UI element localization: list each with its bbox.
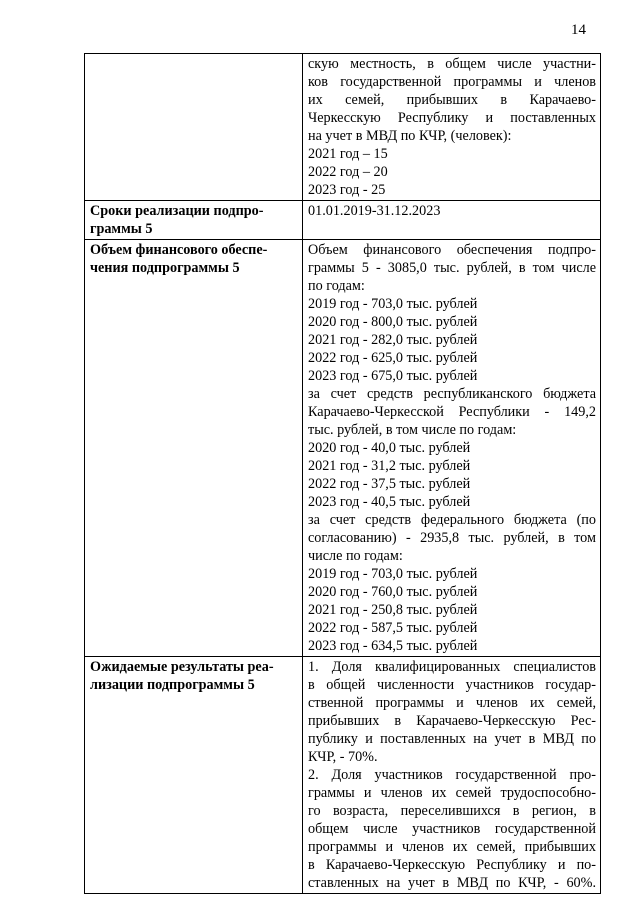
value-line: ственной программы и членов их семей, xyxy=(308,695,596,711)
value-line: 2019 год - 703,0 тыс. рублей xyxy=(308,566,478,582)
page-number: 14 xyxy=(571,22,586,38)
value-line: 2021 год - 250,8 тыс. рублей xyxy=(308,602,478,618)
value-line: общем числе участников государственной xyxy=(308,821,596,837)
label-line: Сроки реализации подпро- xyxy=(90,203,264,219)
implementation-period-row xyxy=(85,201,601,240)
value-line: в Карачаево-Черкесскую Республику и по- xyxy=(308,857,596,873)
value-line: КЧР, - 70%. xyxy=(308,749,378,765)
row-value-cell xyxy=(303,240,601,657)
row-label-cell xyxy=(85,201,303,240)
row-value-cell xyxy=(303,201,601,240)
value-line: Объем финансового обеспечения подпро- xyxy=(308,242,596,258)
value-line: 2023 год - 675,0 тыс. рублей xyxy=(308,368,478,384)
value-line: 2. Доля участников государственной про- xyxy=(308,767,596,783)
value-line: 2022 год – 20 xyxy=(308,164,388,180)
value-line: граммы и членов их семей трудоспособно- xyxy=(308,785,596,801)
label-line: граммы 5 xyxy=(90,221,153,237)
value-line: прибывших в Карачаево-Черкесскую Рес- xyxy=(308,713,596,729)
value-line: 2020 год - 800,0 тыс. рублей xyxy=(308,314,478,330)
row-label-cell xyxy=(85,240,303,657)
value-line: граммы 5 - 3085,0 тыс. рублей, в том числе xyxy=(308,260,596,276)
value-line: 2020 год - 40,0 тыс. рублей xyxy=(308,440,471,456)
label-line: чения подпрограммы 5 xyxy=(90,260,240,276)
label-line: Ожидаемые результаты реа- xyxy=(90,659,274,675)
value-line: их семей, прибывших в Карачаево- xyxy=(308,92,596,108)
value-line: 2023 год - 25 xyxy=(308,182,386,198)
value-line: 2021 год – 15 xyxy=(308,146,388,162)
value-line: 2019 год - 703,0 тыс. рублей xyxy=(308,296,478,312)
value-line: согласованию) - 2935,8 тыс. рублей, в том xyxy=(308,530,596,546)
value-line: 2022 год - 587,5 тыс. рублей xyxy=(308,620,478,636)
value-line: 2023 год - 634,5 тыс. рублей xyxy=(308,638,478,654)
subprogram-passport-table xyxy=(84,53,601,894)
value-line: скую местность, в общем числе участни- xyxy=(308,56,596,72)
label-line: Объем финансового обеспе- xyxy=(90,242,268,258)
value-line: Черкесскую Республику и поставленных xyxy=(308,110,596,126)
value-line: числе по годам: xyxy=(308,548,403,564)
row-label-cell xyxy=(85,657,303,894)
value-line: 1. Доля квалифицированных специалистов xyxy=(308,659,596,675)
value-line: 01.01.2019-31.12.2023 xyxy=(308,203,441,219)
expected-results-row xyxy=(85,657,601,894)
value-line: программы и членов их семей, прибывших xyxy=(308,839,596,855)
value-line: 2022 год - 37,5 тыс. рублей xyxy=(308,476,471,492)
row-label-cell xyxy=(85,54,303,201)
value-line: 2021 год - 282,0 тыс. рублей xyxy=(308,332,478,348)
value-line: ставленных на учет в МВД по КЧР, - 60%. xyxy=(308,875,596,891)
value-line: за счет средств федерального бюджета (по xyxy=(308,512,596,528)
value-line: публику и поставленных на учет в МВД по xyxy=(308,731,596,747)
value-line: тыс. рублей, в том числе по годам: xyxy=(308,422,517,438)
value-line: 2020 год - 760,0 тыс. рублей xyxy=(308,584,478,600)
value-line: 2022 год - 625,0 тыс. рублей xyxy=(308,350,478,366)
row-value-cell xyxy=(303,54,601,201)
target-indicator-continuation-row xyxy=(85,54,601,201)
value-line: ков государственной программы и членов xyxy=(308,74,596,90)
value-line: го возраста, переселившихся в регион, в xyxy=(308,803,596,819)
value-line: 2023 год - 40,5 тыс. рублей xyxy=(308,494,471,510)
funding-volume-row xyxy=(85,240,601,657)
value-line: 2021 год - 31,2 тыс. рублей xyxy=(308,458,471,474)
row-value-cell xyxy=(303,657,601,894)
value-line: Карачаево-Черкесской Республики - 149,2 xyxy=(308,404,596,420)
value-line: на учет в МВД по КЧР, (человек): xyxy=(308,128,512,144)
value-line: за счет средств республиканского бюджета xyxy=(308,386,596,402)
label-line: лизации подпрограммы 5 xyxy=(90,677,255,693)
value-line: по годам: xyxy=(308,278,365,294)
value-line: в общей численности участников государ- xyxy=(308,677,596,693)
